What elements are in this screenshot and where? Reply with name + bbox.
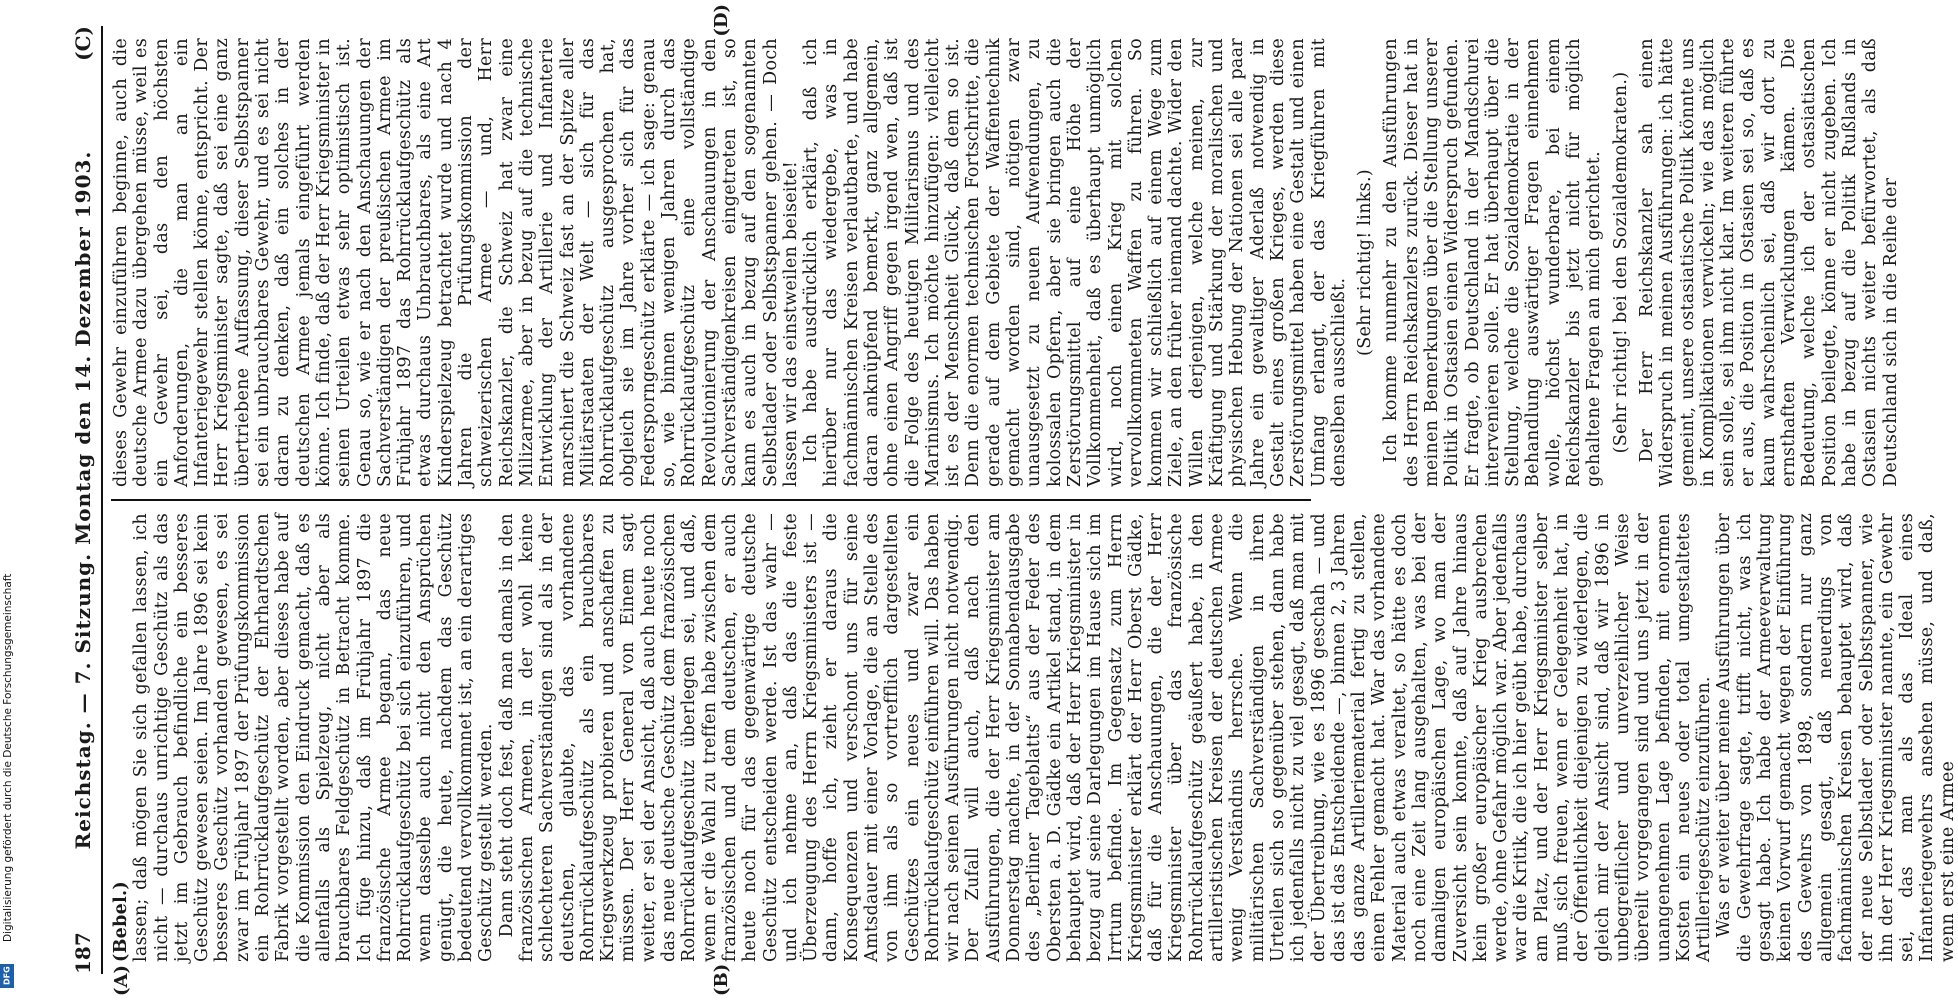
column-divider bbox=[111, 499, 1311, 501]
column-marker-b: (B) bbox=[711, 963, 732, 996]
column-marker-c: (C) bbox=[71, 26, 95, 61]
speaker-label: (Bebel.) bbox=[111, 881, 131, 962]
paragraph: lassen; daß mögen Sie sich gefallen lassen, ich nicht — durchaus unrichtige Geschütz als das jetzt im Gebrauch befindliche ein besseres Geschütz gewesen seien. Im Jahre 1896 sei kein besseres Geschütz vorhanden gewesen, es sei zwar im Frühjahr 1897 der Prüfungskommission ein Rohrrücklaufgeschütz der Ehrhardtschen Fabrik vorgestellt worden, aber dieses habe auf die Kommission den Eindruck gemacht, daß es allenfalls als Spielzeug, nicht aber als brauchbares Feldgeschütz in Betracht komme. Ich füge hinzu, daß im Frühjahr 1897 die französische Armee begann, das neue Rohrrücklaufgeschütz bei sich einzuführen, und wenn dasselbe auch nicht den Ansprüchen genügt, die heute, nachdem das Geschütz bedeutend vervollkommnet ist, an ein derartiges Geschütz gestellt werden. bbox=[131, 513, 497, 962]
footer-strip: Digitalisierung gefördert durch die Deutsche Forschungsgemeinschaft bbox=[2, 573, 14, 942]
paragraph: Ich komme nunmehr zu den Ausführungen des Herrn Reichskanzlers zurück. Dieser hat in meinen Bemerkungen über die Stellung unserer Politik in Ostasien einen Widerspruch gefunden. Er fragte, ob Deutschland in der Mandschurei intervenieren solle. Er hat überhaupt über die Stellung, welche die Sozialdemokratie in der Behandlung auswärtiger Fragen einnehmen wolle, höchst wunderbare, bei einem Reichskanzler bis jetzt nicht für möglich gehaltene Fragen an mich gerichtet. bbox=[1381, 38, 1605, 487]
text-columns bbox=[111, 4, 1958, 996]
interjection: (Sehr richtig! bei den Sozialdemokraten.) bbox=[1610, 71, 1631, 454]
column-marker-a: (A) bbox=[111, 965, 132, 996]
column-marker-d: (D) bbox=[711, 4, 732, 37]
paragraph: dieses Gewehr einzuführen beginne, auch die deutsche Armee dazu übergehen müsse, weil es ein Gewehr sei, das den höchsten Anforderungen, die man an ein Infanteriegewehr stellen könne, entspricht. Der Herr Kriegsminister sagte, daß sei eine ganz übertriebene Auffassung, dieser Selbstspanner sei ein unbrauchbares Gewehr, und es sei nicht daran zu denken, daß ein solches in der deutschen Armee jemals eingeführt werden könne. Ich finde, daß der Herr Kriegsminister in seinen Urteilen etwas sehr optimistisch ist. Genau so, wie er nach den Anschauungen der Sachverständigen der preußischen Armee im Frühjahr 1897 das Rohrrücklaufgeschütz als etwas durchaus Unbrauchbares, als eine Art Kinderspielzeug betrachtet wurde und nach 4 Jahren die Prüfungskommission der schweizerischen Armee — und, Herr Reichskanzler, die Schweiz hat zwar eine Milizarmee, aber in bezug auf die technische Entwicklung der Artillerie und Infanterie marschiert die Schweiz fast an der Spitze aller Militärstaaten der Welt — sich für das Rohrrücklaufgeschütz ausgesprochen hat, obgleich sie im Jahre vorher sich für das Federsporngeschütz erklärte — ich sage: genau so, wie binnen wenigen Jahren durch das Rohrrücklaufgeschütz eine vollständige Revolutionierung der Anschauungen in den Sachverständigenkreisen eingetreten ist, so kann es auch in bezug auf den sogenannten Selbstlader oder Selbstspanner gehen. — Doch lassen wir das einstweilen beiseite! bbox=[111, 38, 801, 487]
page-header bbox=[67, 26, 103, 974]
left-column bbox=[111, 501, 1958, 974]
page-title: Reichstag. — 7. Sitzung. Montag den 14. Dezember 1903. bbox=[71, 150, 95, 850]
paragraph: Was er weiter über meine Ausführungen über die Gewehrfrage sagte, trifft nicht, was ich gesagt habe. Ich habe der Armeeverwaltung keinen Vorwurf gemacht wegen der Einführung des Gewehrs von 1898, sondern nur ganz allgemein gesagt, daß neuerdings von fachmännischen Kreisen behauptet wird, daß der neue Selbstlader oder Selbstspanner, wie ihn der Herr Kriegsminister nannte, ein Gewehr sei, das man als das Ideal eines Infanteriegewehrs ansehen müsse, und daß, wenn erst eine Armee bbox=[1714, 513, 1958, 962]
paragraph: Dann steht doch fest, daß man damals in den französischen Armeen, in der wohl keine schlechteren Sachverständigen sind als in der deutschen, glaubte, das vorhandene Rohrrücklaufgeschütz als ein brauchbares Kriegswerkzeug probieren und anschaffen zu müssen. Der Herr General von Einem sagt weiter, er sei der Ansicht, daß auch heute noch das neue deutsche Geschütz dem französischen Rohrrücklaufgeschütz überlegen sei, und daß, wenn er die Wahl zu treffen habe zwischen dem französischen und dem deutschen, er auch heute noch für das gegenwärtige deutsche Geschütz entscheiden werde. Ist das wahr — und ich nehme an, daß das die feste Überzeugung des Herrn Kriegsministers ist — dann, hoffe ich, zieht er daraus die Konsequenzen und verschont uns für seine Amtsdauer mit einer Vorlage, die an Stelle des von ihm als so vortrefflich dargestellten Geschützes ein neues und zwar ein Rohrrücklaufgeschütz einführen will. Das haben wir nach seinen Ausführungen nicht notwendig. Der Zufall will auch, daß nach den Ausführungen, die der Herr Kriegsminister am Donnerstag machte, in der Sonnabendausgabe des „Berliner Tageblatts“ aus der Feder des Obersten a. D. Gädke ein Artikel stand, in dem behauptet wird, daß der Herr Kriegsminister in bezug auf seine Darlegungen im Hause sich im Irrtum befinde. Im Gegensatz zum Herrn Kriegsminister erklärt der Herr Oberst Gädke, daß für die Anschauungen, die der Herr Kriegsminister über das französische Rohrrücklaufgeschütz geäußert habe, in den artilleristischen Kreisen der deutschen Armee wenig Verständnis herrsche. Wenn die militärischen Sachverständigen in ihren Urteilen sich so gegenüber stehen, dann habe ich jedenfalls nicht zu viel gesagt, daß man mit der Übertreibung, wie es 1896 geschah — und das ist das Entscheidende —, binnen 2, 3 Jahren das ganze Artilleriematerial fertig zu stellen, einen Fehler gemacht hat. War das vorhandene Material auch etwas veraltet, so hätte es doch noch eine Zeit lang ausgehalten, was bei der damaligen europäischen Lage, wo man der Zuversicht sein konnte, daß auf Jahre hinaus kein großer europäischer Krieg ausbrechen werde, ohne Gefahr möglich war. Aber jedenfalls war die Kritik, die ich hier geübt habe, durchaus am Platz, und der Herr Kriegsminister selber muß sich freuen, wenn er Gelegenheit hat, in der Öffentlichkeit diejenigen zu widerlegen, die gleich mir der Ansicht sind, daß wir 1896 in unbegreiflicher und unverzeihlicher Weise übereilt vorgegangen sind und uns jetzt in der unangenehmen Lage befinden, mit enormen Kosten ein neues oder total umgestaltetes Artilleriegeschütz einzuführen. bbox=[496, 513, 1715, 962]
newspaper-page bbox=[35, 0, 1958, 1000]
paragraph: Der Herr Reichskanzler sah einen Widerspruch in meinen Ausführungen: ich hätte gemeint, unsere ostasiatische Politik könnte uns in Komplikationen verwickeln; wie das möglich sein solle, sei ihm nicht klar. Im weiteren führte er aus, die Position in Ostasien sei so, daß es kaum wahrscheinlich sei, daß wir dort zu ernsthaften Verwicklungen kämen. Die Bedeutung, welche ich der ostasiatischen Position beilegte, könne er nicht zugeben. Ich habe in bezug auf die Politik Rußlands in Ostasien nichts weiter befürwortet, als daß Deutschland sich in die Reihe der bbox=[1636, 38, 1901, 487]
dfg-logo-icon: DFG bbox=[0, 964, 14, 988]
interjection: (Sehr richtig! links.) bbox=[1355, 169, 1376, 356]
paragraph: Ich habe ausdrücklich erklärt, daß ich hierüber nur das wiedergebe, was in fachmännischen Kreisen verlautbarte, und habe daran anknüpfend bemerkt, ganz allgemein, ohne einen Angriff gegen irgend wen, daß ist die Folge des heutigen Militarismus und des Marinismus. Ich möchte hinzufügen: vielleicht ist es der Menschheit Glück, daß dem so ist. Denn die enormen technischen Fortschritte, die gerade auf dem Gebiete der Waffentechnik gemacht worden sind, nötigen zwar unausgesetzt zu neuen Aufwendungen, zu kolossalen Opfern, aber sie bringen auch die Zerstörungsmittel auf eine Höhe der Vollkommenheit, daß es überhaupt unmöglich wird, noch einen Krieg mit solchen vervollkommneten Waffen zu führen. So kommen wir schließlich auf einem Wege zum Ziele, an den früher niemand dachte. Wider den Willen derjenigen, welche meinen, zur Kräftigung und Stärkung der moralischen und physischen Hebung der Nationen sei alle paar Jahre ein gewaltiger Aderlaß notwendig in Gestalt eines großen Krieges, werden diese Zerstörungsmittel haben eine Gestalt und einen Umfang erlangt, der das Kriegführen mit denselben ausschließt. bbox=[801, 38, 1349, 487]
right-column bbox=[111, 26, 1901, 499]
page-number: 187 bbox=[71, 932, 95, 974]
